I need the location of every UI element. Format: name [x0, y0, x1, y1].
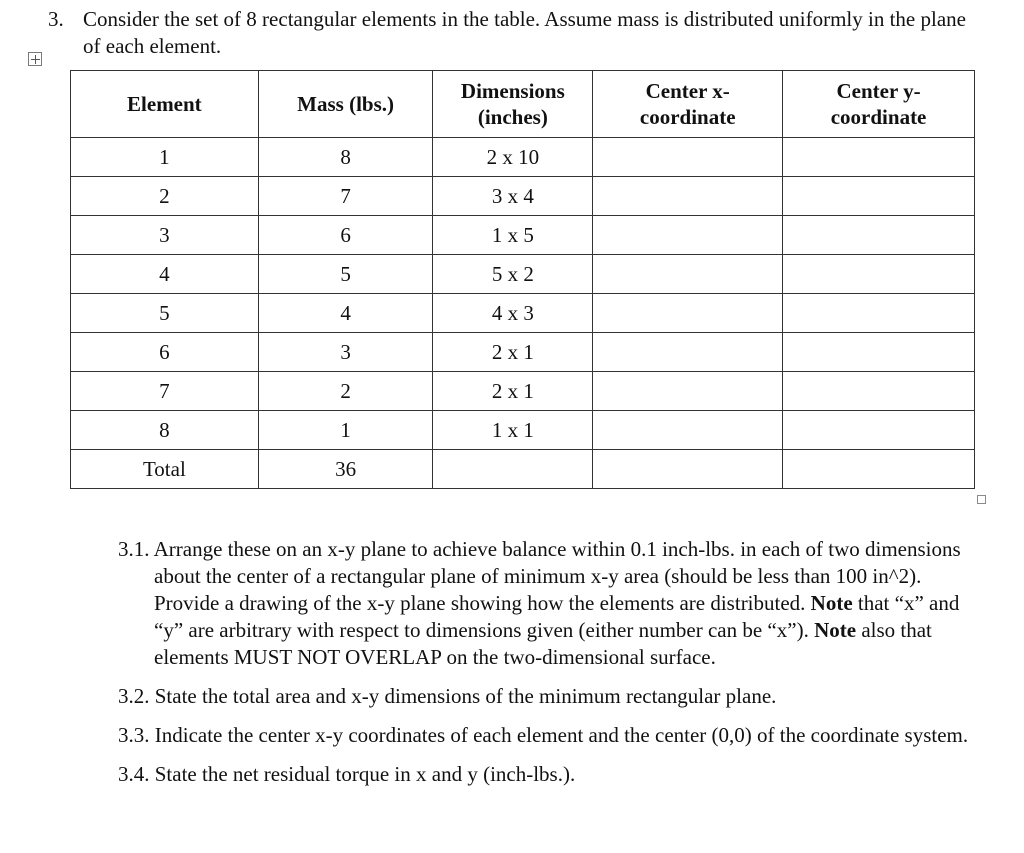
header-dimensions: Dimensions (inches)	[433, 71, 593, 138]
cell-mass[interactable]: 7	[258, 177, 433, 216]
cell-center-y[interactable]	[783, 372, 975, 411]
cell-center-x[interactable]	[593, 255, 783, 294]
cell-dimensions[interactable]	[433, 450, 593, 489]
cell-center-y[interactable]	[783, 411, 975, 450]
elements-table	[70, 70, 975, 489]
part-number: 3.1.	[118, 537, 150, 561]
table-row	[71, 294, 975, 333]
question-number: 3.	[48, 7, 64, 31]
question-text: Consider the set of 8 rectangular elements in the table. Assume mass is distributed uniformly in the plane of each element.	[83, 7, 966, 58]
header-center-y: Center y-coordinate	[783, 71, 975, 138]
cell-center-x[interactable]	[593, 138, 783, 177]
cell-dimensions[interactable]: 5 x 2	[433, 255, 593, 294]
part-text: also that elements MUST NOT OVERLAP on the two-dimensional surface.	[154, 618, 932, 669]
cell-element[interactable]: Total	[71, 450, 259, 489]
question-parts	[118, 536, 978, 800]
part-3-1	[118, 536, 978, 671]
cell-mass[interactable]: 2	[258, 372, 433, 411]
part-text: Indicate the center x-y coordinates of each element and the center (0,0) of the coordinate system.	[154, 723, 969, 747]
cell-center-y[interactable]	[783, 138, 975, 177]
cell-center-y[interactable]	[783, 177, 975, 216]
table-row	[71, 333, 975, 372]
cell-dimensions[interactable]: 2 x 1	[433, 372, 593, 411]
cell-center-y[interactable]	[783, 216, 975, 255]
part-3-3	[118, 722, 978, 749]
cell-center-y[interactable]	[783, 333, 975, 372]
table-row	[71, 411, 975, 450]
table-row	[71, 450, 975, 489]
cell-dimensions[interactable]: 2 x 1	[433, 333, 593, 372]
cell-mass[interactable]: 4	[258, 294, 433, 333]
table-header-row	[71, 71, 975, 138]
part-number: 3.3.	[118, 723, 150, 747]
header-center-x: Center x-coordinate	[593, 71, 783, 138]
table-move-handle-icon[interactable]	[28, 52, 42, 66]
cell-dimensions[interactable]: 1 x 1	[433, 411, 593, 450]
cell-element[interactable]: 3	[71, 216, 259, 255]
part-text: that “x” and “y” are arbitrary with respect to dimensions given (either number can be “x”).	[154, 591, 960, 642]
header-mass: Mass (lbs.)	[258, 71, 433, 138]
part-text: Arrange these on an x-y plane to achieve balance within 0.1 inch-lbs. in each of two dimensions about the center of a rectangular plane of minimum x-y area (should be less than 100 in^2). Provide a drawing of the x-y plane showing how the elements are distributed.	[153, 537, 961, 615]
cell-element[interactable]: 2	[71, 177, 259, 216]
part-text: State the net residual torque in x and y (inch-lbs.).	[154, 762, 576, 786]
cell-element[interactable]: 7	[71, 372, 259, 411]
note-label: Note	[814, 618, 857, 642]
cell-dimensions[interactable]: 1 x 5	[433, 216, 593, 255]
table-row	[71, 372, 975, 411]
cell-mass[interactable]: 6	[258, 216, 433, 255]
cell-element[interactable]: 5	[71, 294, 259, 333]
cell-element[interactable]: 6	[71, 333, 259, 372]
cell-mass[interactable]: 5	[258, 255, 433, 294]
note-label: Note	[810, 591, 853, 615]
cell-mass[interactable]: 8	[258, 138, 433, 177]
cell-center-x[interactable]	[593, 333, 783, 372]
cell-mass[interactable]: 36	[258, 450, 433, 489]
table-resize-handle-icon[interactable]	[977, 495, 986, 504]
part-number: 3.4.	[118, 762, 150, 786]
part-number: 3.2.	[118, 684, 150, 708]
cell-dimensions[interactable]: 4 x 3	[433, 294, 593, 333]
cell-element[interactable]: 8	[71, 411, 259, 450]
cell-mass[interactable]: 3	[258, 333, 433, 372]
header-element: Element	[71, 71, 259, 138]
table-row	[71, 255, 975, 294]
cell-center-x[interactable]	[593, 294, 783, 333]
cell-center-y[interactable]	[783, 450, 975, 489]
part-text: State the total area and x-y dimensions of the minimum rectangular plane.	[154, 684, 777, 708]
cell-center-x[interactable]	[593, 450, 783, 489]
cell-center-y[interactable]	[783, 294, 975, 333]
cell-dimensions[interactable]: 2 x 10	[433, 138, 593, 177]
cell-dimensions[interactable]: 3 x 4	[433, 177, 593, 216]
cell-center-x[interactable]	[593, 177, 783, 216]
part-3-4	[118, 761, 978, 788]
table-row	[71, 216, 975, 255]
cell-center-y[interactable]	[783, 255, 975, 294]
cell-center-x[interactable]	[593, 216, 783, 255]
part-3-2	[118, 683, 978, 710]
cell-element[interactable]: 4	[71, 255, 259, 294]
cell-center-x[interactable]	[593, 411, 783, 450]
cell-mass[interactable]: 1	[258, 411, 433, 450]
cell-element[interactable]: 1	[71, 138, 259, 177]
cell-center-x[interactable]	[593, 372, 783, 411]
table-row	[71, 138, 975, 177]
table-row	[71, 177, 975, 216]
